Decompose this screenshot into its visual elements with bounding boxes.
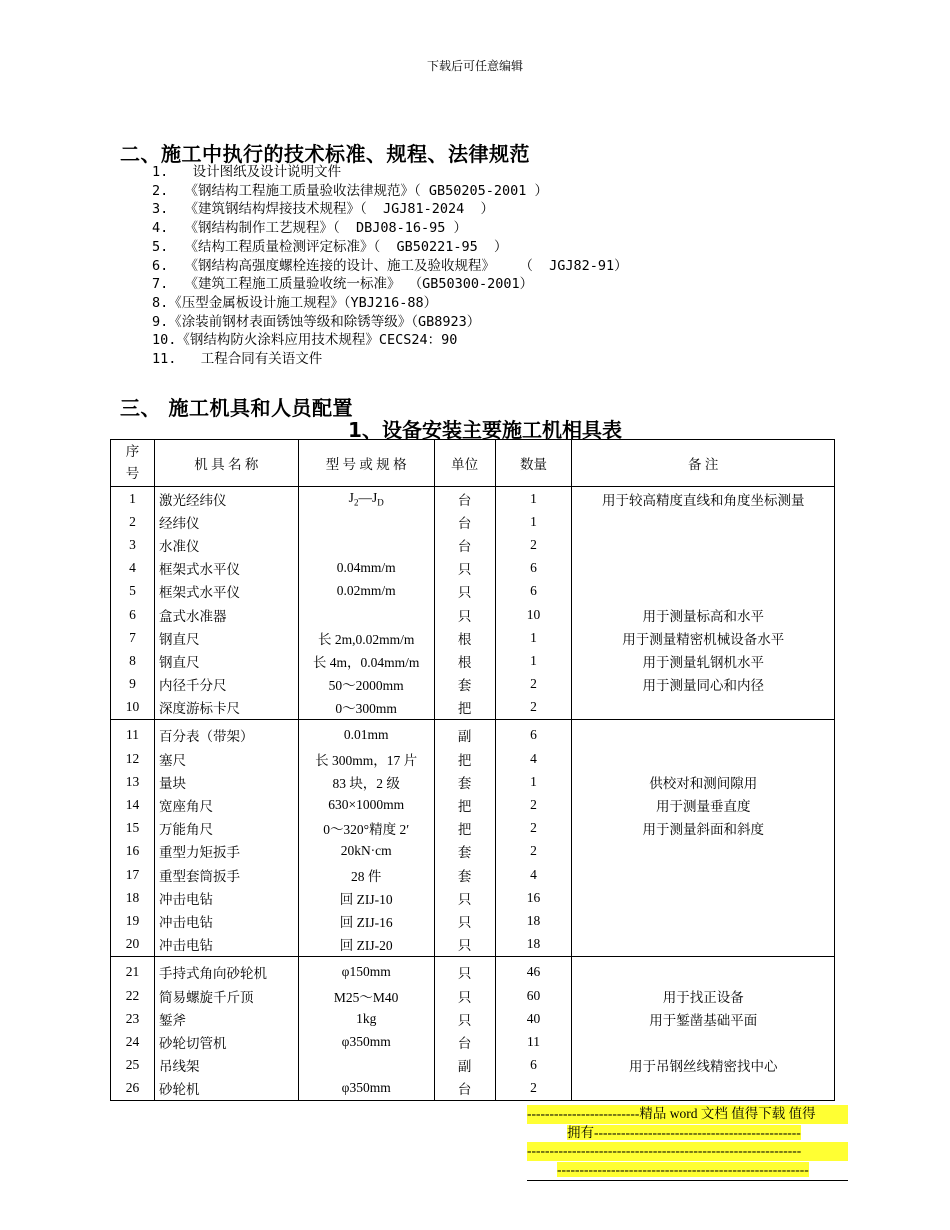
cell-spec: 83 块，2 级 bbox=[298, 770, 434, 793]
cell-qty: 6 bbox=[495, 1054, 572, 1077]
cell-spec: 630×1000mm bbox=[298, 793, 434, 816]
cell-name: 錾斧 bbox=[154, 1007, 298, 1030]
table-row bbox=[111, 696, 835, 720]
table-row bbox=[111, 719, 835, 747]
standard-item: 11. 工程合同有关语文件 bbox=[152, 351, 323, 368]
table-header-row bbox=[111, 440, 835, 487]
section-2-title: 二、施工中执行的技术标准、规程、法律规范 bbox=[120, 142, 530, 166]
table-row bbox=[111, 673, 835, 696]
table-row bbox=[111, 510, 835, 533]
cell-spec: 0.04mm/m bbox=[298, 557, 434, 580]
cell-note: 用于找正设备 bbox=[572, 984, 835, 1007]
table-row bbox=[111, 1054, 835, 1077]
header-qty: 数量 bbox=[495, 440, 572, 487]
table-row bbox=[111, 1077, 835, 1101]
cell-unit: 把 bbox=[434, 696, 495, 720]
cell-spec: 0.02mm/m bbox=[298, 580, 434, 603]
cell-name: 钢直尺 bbox=[154, 626, 298, 649]
cell-unit: 只 bbox=[434, 886, 495, 909]
cell-spec: φ350mm bbox=[298, 1077, 434, 1101]
cell-qty: 6 bbox=[495, 557, 572, 580]
cell-name: 冲击电钻 bbox=[154, 909, 298, 932]
table-row bbox=[111, 863, 835, 886]
cell-no: 26 bbox=[111, 1077, 155, 1101]
cell-name: 经纬仪 bbox=[154, 510, 298, 533]
cell-qty: 1 bbox=[495, 487, 572, 511]
cell-qty: 16 bbox=[495, 886, 572, 909]
cell-qty: 18 bbox=[495, 909, 572, 932]
cell-qty: 2 bbox=[495, 696, 572, 720]
cell-no: 5 bbox=[111, 580, 155, 603]
cell-no: 16 bbox=[111, 840, 155, 863]
cell-unit: 套 bbox=[434, 673, 495, 696]
cell-unit: 副 bbox=[434, 719, 495, 747]
cell-unit: 台 bbox=[434, 533, 495, 556]
cell-qty: 2 bbox=[495, 817, 572, 840]
cell-no: 21 bbox=[111, 956, 155, 984]
footer-line-4: -------------------------------------------------------- bbox=[557, 1161, 809, 1177]
cell-note bbox=[572, 956, 835, 984]
table-row bbox=[111, 956, 835, 984]
cell-name: 冲击电钻 bbox=[154, 933, 298, 957]
table-row bbox=[111, 747, 835, 770]
cell-name: 砂轮切管机 bbox=[154, 1030, 298, 1053]
cell-qty: 2 bbox=[495, 1077, 572, 1101]
standard-item: 1. 设计图纸及设计说明文件 bbox=[152, 164, 342, 180]
cell-qty: 2 bbox=[495, 673, 572, 696]
cell-no: 6 bbox=[111, 603, 155, 626]
cell-qty: 2 bbox=[495, 533, 572, 556]
cell-name: 吊线架 bbox=[154, 1054, 298, 1077]
cell-unit: 副 bbox=[434, 1054, 495, 1077]
cell-note bbox=[572, 696, 835, 720]
cell-qty: 1 bbox=[495, 626, 572, 649]
cell-spec: 长 4m，0.04mm/m bbox=[298, 649, 434, 672]
cell-no: 12 bbox=[111, 747, 155, 770]
cell-qty: 60 bbox=[495, 984, 572, 1007]
cell-spec: 长 300mm，17 片 bbox=[298, 747, 434, 770]
cell-spec: 20kN·cm bbox=[298, 840, 434, 863]
standard-item: 6. 《钢结构高强度螺栓连接的设计、施工及验收规程》 （ JGJ82-91） bbox=[152, 257, 628, 274]
cell-no: 15 bbox=[111, 817, 155, 840]
cell-unit: 把 bbox=[434, 793, 495, 816]
cell-name: 盒式水准器 bbox=[154, 603, 298, 626]
cell-no: 10 bbox=[111, 696, 155, 720]
cell-qty: 4 bbox=[495, 747, 572, 770]
cell-name: 重型套筒扳手 bbox=[154, 863, 298, 886]
cell-unit: 只 bbox=[434, 580, 495, 603]
cell-spec: $J_2—J_D$ bbox=[298, 487, 434, 511]
cell-unit: 台 bbox=[434, 1030, 495, 1053]
cell-note bbox=[572, 557, 835, 580]
cell-name: 量块 bbox=[154, 770, 298, 793]
cell-name: 内径千分尺 bbox=[154, 673, 298, 696]
table-row bbox=[111, 1030, 835, 1053]
cell-note: 用于吊钢丝线精密找中心 bbox=[572, 1054, 835, 1077]
standard-item: 7. 《建筑工程施工质量验收统一标准》 （GB50300-2001） bbox=[152, 276, 534, 293]
cell-no: 2 bbox=[111, 510, 155, 533]
equipment-table bbox=[110, 439, 835, 1101]
cell-unit: 只 bbox=[434, 557, 495, 580]
header-no-line1: 序 bbox=[125, 444, 140, 459]
cell-no: 20 bbox=[111, 933, 155, 957]
footer-line-1: -------------------------精品 word 文档 值得下载 值得 bbox=[527, 1105, 848, 1124]
cell-name: 激光经纬仪 bbox=[154, 487, 298, 511]
cell-unit: 只 bbox=[434, 603, 495, 626]
table-row bbox=[111, 533, 835, 556]
cell-note bbox=[572, 747, 835, 770]
cell-qty: 2 bbox=[495, 840, 572, 863]
cell-spec: 回 ZIJ-16 bbox=[298, 909, 434, 932]
cell-unit: 只 bbox=[434, 956, 495, 984]
cell-no: 4 bbox=[111, 557, 155, 580]
cell-note bbox=[572, 719, 835, 747]
cell-note: 用于錾凿基础平面 bbox=[572, 1007, 835, 1030]
footer-banner bbox=[527, 1105, 848, 1181]
cell-note: 用于测量标高和水平 bbox=[572, 603, 835, 626]
cell-no: 9 bbox=[111, 673, 155, 696]
cell-note bbox=[572, 533, 835, 556]
cell-no: 11 bbox=[111, 719, 155, 747]
cell-name: 水准仪 bbox=[154, 533, 298, 556]
table-row bbox=[111, 580, 835, 603]
standard-item: 8.《压型金属板设计施工规程》（YBJ216-88） bbox=[152, 294, 438, 311]
cell-no: 23 bbox=[111, 1007, 155, 1030]
cell-note bbox=[572, 580, 835, 603]
cell-note bbox=[572, 863, 835, 886]
cell-spec: 0～300mm bbox=[298, 696, 434, 720]
cell-spec bbox=[298, 603, 434, 626]
cell-unit: 把 bbox=[434, 747, 495, 770]
cell-qty: 11 bbox=[495, 1030, 572, 1053]
cell-name: 百分表（带架） bbox=[154, 719, 298, 747]
page-header: 下载后可任意编辑 bbox=[426, 59, 523, 73]
table-row bbox=[111, 603, 835, 626]
cell-no: 14 bbox=[111, 793, 155, 816]
standards-list bbox=[152, 163, 628, 369]
header-note: 备 注 bbox=[572, 440, 835, 487]
cell-qty: 6 bbox=[495, 580, 572, 603]
cell-qty: 10 bbox=[495, 603, 572, 626]
cell-qty: 4 bbox=[495, 863, 572, 886]
cell-note bbox=[572, 933, 835, 957]
cell-spec: M25～M40 bbox=[298, 984, 434, 1007]
cell-unit: 只 bbox=[434, 984, 495, 1007]
cell-spec: 0～320°精度 2′ bbox=[298, 817, 434, 840]
cell-qty: 1 bbox=[495, 770, 572, 793]
cell-spec: 回 ZIJ-10 bbox=[298, 886, 434, 909]
cell-note bbox=[572, 886, 835, 909]
cell-name: 塞尺 bbox=[154, 747, 298, 770]
cell-note: 用于测量垂直度 bbox=[572, 793, 835, 816]
cell-name: 手持式角向砂轮机 bbox=[154, 956, 298, 984]
cell-unit: 根 bbox=[434, 626, 495, 649]
cell-spec: 1kg bbox=[298, 1007, 434, 1030]
standard-item: 3. 《建筑钢结构焊接技术规程》（ JGJ81-2024 ） bbox=[152, 201, 495, 218]
table-row bbox=[111, 626, 835, 649]
cell-no: 7 bbox=[111, 626, 155, 649]
cell-no: 17 bbox=[111, 863, 155, 886]
table-row bbox=[111, 840, 835, 863]
table-row bbox=[111, 909, 835, 932]
cell-spec bbox=[298, 533, 434, 556]
table-row bbox=[111, 984, 835, 1007]
cell-note bbox=[572, 1077, 835, 1101]
cell-unit: 只 bbox=[434, 933, 495, 957]
standard-item: 10.《钢结构防火涂料应用技术规程》CECS24：90 bbox=[152, 332, 458, 349]
cell-spec: 回 ZIJ-20 bbox=[298, 933, 434, 957]
cell-no: 18 bbox=[111, 886, 155, 909]
footer-line-2-wrap bbox=[527, 1124, 848, 1143]
cell-unit: 台 bbox=[434, 1077, 495, 1101]
cell-unit: 根 bbox=[434, 649, 495, 672]
standard-item: 5. 《结构工程质量检测评定标准》（ GB50221-95 ） bbox=[152, 238, 508, 255]
cell-name: 框架式水平仪 bbox=[154, 580, 298, 603]
table-row bbox=[111, 649, 835, 672]
table-row bbox=[111, 487, 835, 511]
table-row bbox=[111, 1007, 835, 1030]
header-no-line2: 号 bbox=[125, 466, 140, 481]
cell-unit: 台 bbox=[434, 510, 495, 533]
cell-spec: φ350mm bbox=[298, 1030, 434, 1053]
standard-item: 2. 《钢结构工程施工质量验收法律规范》（ GB50205-2001 ） bbox=[152, 182, 549, 199]
cell-no: 22 bbox=[111, 984, 155, 1007]
header-no bbox=[111, 440, 155, 487]
table-row bbox=[111, 770, 835, 793]
cell-name: 万能角尺 bbox=[154, 817, 298, 840]
footer-line-2: 拥有---------------------------------------------- bbox=[567, 1124, 801, 1140]
cell-spec bbox=[298, 510, 434, 533]
cell-note: 用于测量同心和内径 bbox=[572, 673, 835, 696]
cell-spec: 长 2m,0.02mm/m bbox=[298, 626, 434, 649]
cell-unit: 只 bbox=[434, 909, 495, 932]
footer-line-4-wrap bbox=[527, 1161, 848, 1180]
footer-rule bbox=[527, 1180, 848, 1181]
cell-no: 24 bbox=[111, 1030, 155, 1053]
table-row bbox=[111, 886, 835, 909]
cell-qty: 18 bbox=[495, 933, 572, 957]
header-name: 机 具 名 称 bbox=[154, 440, 298, 487]
cell-note bbox=[572, 840, 835, 863]
cell-unit: 套 bbox=[434, 770, 495, 793]
cell-note: 用于较高精度直线和角度坐标测量 bbox=[572, 487, 835, 511]
cell-name: 宽座角尺 bbox=[154, 793, 298, 816]
cell-no: 25 bbox=[111, 1054, 155, 1077]
standard-item: 9.《涂装前钢材表面锈蚀等级和除锈等级》（GB8923） bbox=[152, 313, 481, 330]
cell-no: 3 bbox=[111, 533, 155, 556]
cell-note bbox=[572, 909, 835, 932]
cell-no: 13 bbox=[111, 770, 155, 793]
standard-item: 4. 《钢结构制作工艺规程》（ DBJ08-16-95 ） bbox=[152, 220, 468, 237]
cell-qty: 1 bbox=[495, 649, 572, 672]
cell-spec: 50～2000mm bbox=[298, 673, 434, 696]
cell-no: 19 bbox=[111, 909, 155, 932]
cell-note: 供校对和测间隙用 bbox=[572, 770, 835, 793]
cell-name: 钢直尺 bbox=[154, 649, 298, 672]
table-row bbox=[111, 793, 835, 816]
table-row bbox=[111, 557, 835, 580]
cell-no: 8 bbox=[111, 649, 155, 672]
cell-note: 用于测量轧钢机水平 bbox=[572, 649, 835, 672]
table-title: 1、设备安装主要施工机相具表 bbox=[348, 418, 622, 442]
cell-qty: 6 bbox=[495, 719, 572, 747]
cell-spec bbox=[298, 1054, 434, 1077]
cell-name: 冲击电钻 bbox=[154, 886, 298, 909]
cell-unit: 把 bbox=[434, 817, 495, 840]
footer-line-3: ------------------------------------------------------------- bbox=[527, 1142, 848, 1161]
cell-qty: 1 bbox=[495, 510, 572, 533]
cell-qty: 40 bbox=[495, 1007, 572, 1030]
cell-unit: 只 bbox=[434, 1007, 495, 1030]
table-row bbox=[111, 933, 835, 957]
cell-spec: 0.01mm bbox=[298, 719, 434, 747]
cell-unit: 套 bbox=[434, 863, 495, 886]
cell-name: 框架式水平仪 bbox=[154, 557, 298, 580]
cell-name: 砂轮机 bbox=[154, 1077, 298, 1101]
section-3-title: 三、 施工机具和人员配置 bbox=[120, 396, 353, 420]
cell-qty: 2 bbox=[495, 793, 572, 816]
cell-name: 简易螺旋千斤顶 bbox=[154, 984, 298, 1007]
header-spec: 型 号 或 规 格 bbox=[298, 440, 434, 487]
cell-unit: 套 bbox=[434, 840, 495, 863]
cell-no: 1 bbox=[111, 487, 155, 511]
cell-note bbox=[572, 510, 835, 533]
cell-note bbox=[572, 1030, 835, 1053]
cell-spec: 28 件 bbox=[298, 863, 434, 886]
cell-unit: 台 bbox=[434, 487, 495, 511]
header-unit: 单位 bbox=[434, 440, 495, 487]
table-row bbox=[111, 817, 835, 840]
cell-note: 用于测量斜面和斜度 bbox=[572, 817, 835, 840]
cell-name: 深度游标卡尺 bbox=[154, 696, 298, 720]
cell-note: 用于测量精密机械设备水平 bbox=[572, 626, 835, 649]
cell-spec: φ150mm bbox=[298, 956, 434, 984]
cell-qty: 46 bbox=[495, 956, 572, 984]
cell-name: 重型力矩扳手 bbox=[154, 840, 298, 863]
